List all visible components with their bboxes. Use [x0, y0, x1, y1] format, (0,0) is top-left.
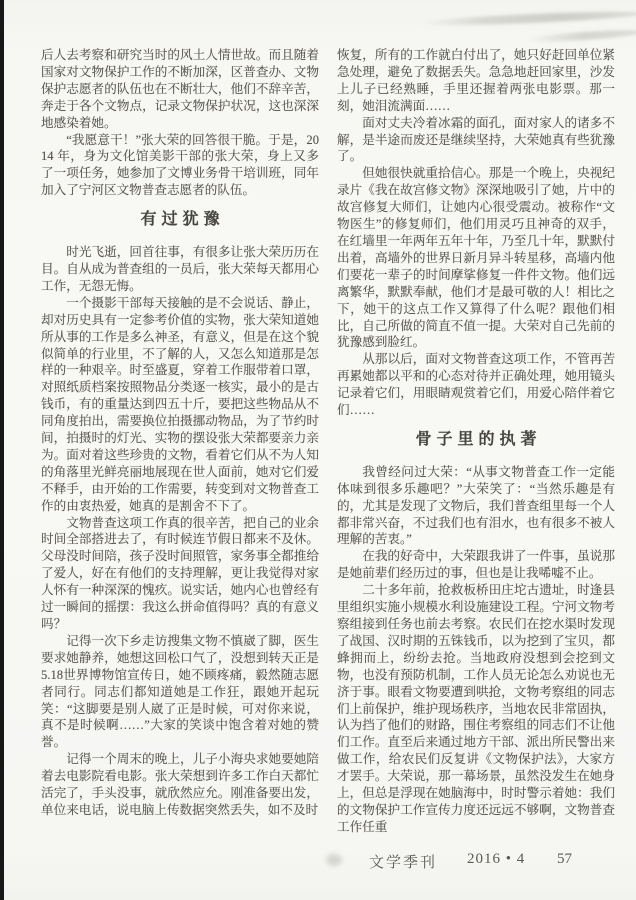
scan-streak-artifact: [418, 9, 636, 28]
scan-edge-shadow: [0, 0, 4, 900]
paragraph: 记得一次下乡走访搜集文物不慎崴了脚，医生要求她静养，她想这回松口气了，没想到转天正是5.18世界博物馆宣传日，她不顾疼痛，毅然随志愿者同行。同志们都知道她是工作狂，跟她开起玩笑：“这脚要是别人崴了正是时候，可对你来说，真不是时候啊……”大家的笑谈中饱含着对她的赞誉。: [41, 633, 319, 750]
page-footer: [0, 851, 636, 875]
issue-label: 2016 • 4: [467, 851, 526, 867]
paragraph-continuation: 后人去考察和研究当时的风土人情世故。而且随着国家对文物保护工作的不断加深，区普查办、文物保护志愿者的队伍也在不断壮大，他们不辞辛苦，奔走于各个文物点，记录文物保护状况，这也深深地感染着她。: [41, 48, 319, 130]
paragraph: 在我的好奇中，大荣跟我讲了一件事，虽说那是她前辈们经历过的事，但也是让我唏嘘不止。: [337, 549, 615, 581]
paragraph-continuation: 恢复，所有的工作就白付出了，她只好赶回单位紧急处理，避免了数据丢失。急急地赶回家里，沙发上儿子已经熟睡，手里还握着两张电影票。那一刻，她泪流满面……: [337, 48, 615, 113]
page-number: 57: [557, 851, 572, 867]
scan-streak-artifact: [524, 28, 636, 44]
right-text-column: [337, 47, 615, 836]
paragraph: 记得一个周末的晚上，儿子小海央求她要她陪着去电影院看电影。张大荣想到许多工作白天都忙活完了，手头没事，就欣然应允。刚准备要出发，单位来电话，说电脑上传数据突然丢失，如不及时: [41, 752, 319, 817]
paragraph: 但她很快就重拾信心。那是一个晚上，央视纪录片《我在故宫修文物》深深地吸引了她，片中的故宫修复大师们，让她内心很受震动。被称作“文物医生”的修复师们，他们用灵巧且神奇的双手，在红墙里一年两年五年十年，乃至几十年，默默付出着，高墙外的世界日新月异斗转星移，高墙内他们要花一辈子的时间摩挲修复一件件文物。他们远离繁华，默默奉献，他们才是最可敬的人！相比之下，她干的这点工作又算得了什么呢？跟他们相比，自己所做的简直不值一提。大荣对自己先前的犹豫感到脸红。: [337, 166, 615, 350]
paragraph: 面对丈夫冷着冰霜的面孔，面对家人的诸多不解，是半途而废还是继续坚持，大荣她真有些犹豫了。: [337, 115, 615, 164]
section-heading-youguo-youyu: 有过犹豫: [140, 211, 225, 229]
section-heading-guzili-zhizhuo: 骨子里的执著: [415, 430, 542, 448]
paragraph: 一个摄影干部每天接触的是不会说话、静止，却对历史具有一定参考价值的实物，张大荣知道她所从事的工作是多么神圣，有意义，但是在这个貌似简单的行业里，不了解的人，又怎么知道那是怎样的一种艰辛。时至盛夏，穿着工作服带着口罩，对照纸质档案按照物品分类逐一核实，最小的是古钱币，有的重量达到四五十斤，要把这些物品从不同角度拍出，需要换位拍摄挪动物品，为了节约时间，拍摄时的灯光、实物的摆设张大荣都要亲力亲为。面对着这些珍贵的文物，看着它们从不为人知的角落里光鲜亮丽地展现在世人面前，她对它们爱不释手，由开始的工作需要，转变到对文物普查工作的由衷热爱，她真的是割舍不下了。: [41, 295, 319, 513]
paragraph: 时光飞逝，回首往事，有很多让张大荣历历在目。自从成为普查组的一员后，张大荣每天都用心工作，无怨无悔。: [41, 245, 319, 293]
paragraph: 文物普查这项工作真的很辛苦，把自己的业余时间全部搭进去了，有时候连节假日都来不及休。父母没时间陪，孩子没时间照管，家务事全都推给了爱人，好在有他们的支持理解，更让我觉得对家人怀有一种深深的愧疚。说实话，她内心也曾经有过一瞬间的摇摆：我这么拼命值得吗？真的有意义吗？: [41, 515, 319, 631]
journal-title: 文学季刊: [369, 855, 438, 871]
paragraph: 二十多年前，抢救板桥田庄坨古遗址，时逢县里组织实施小规模水利设施建设工程。宁河文物考察组接到任务也前去考察。农民们在挖水渠时发现了战国、汉时期的五铢钱币，以为挖到了宝贝，都蜂拥而上，纷纷去抢。当地政府没想到会挖到文物，也没有预防机制，工作人员无论怎么劝说也无济于事。眼看文物要遭到哄抢，文物考察组的同志们上前保护，维护现场秩序，当地农民非常固执，认为挡了他们的财路，围住考察组的同志们不让他们工作。直至后来通过地方干部、派出所民警出来做工作，给农民们反复讲《文物保护法》，大家方才罢手。大荣说，那一幕场景，虽然没发生在她身上，但总是浮现在她脑海中，时时警示着她：我们的文物保护工作宣传力度还远远不够啊，文物普查工作任重: [337, 583, 615, 834]
paragraph: “我愿意干！”张大荣的回答很干脆。于是，2014 年，身为文化馆美影干部的张大荣，身上又多了一项任务，她参加了文博业务骨干培训班，同年加入了宁河区文物普查志愿者的队伍。: [41, 132, 319, 198]
left-text-column: [41, 47, 319, 819]
paragraph: 从那以后，面对文物普查这项工作，不管再苦再累她都以平和的心态对待并正确处理，她用镜头记录着它们，用眼睛观赏着它们，用爱心陪伴着它们……: [337, 352, 615, 418]
paragraph: 我曾经问过大荣：“从事文物普查工作一定能体味到很多乐趣吧？”大荣笑了：“当然乐趣是有的，尤其是发现了文物后，我们普查组里每一个人都非常兴奋，不过我们也有泪水，也有很多不被人理解的苦衷。”: [337, 464, 615, 547]
